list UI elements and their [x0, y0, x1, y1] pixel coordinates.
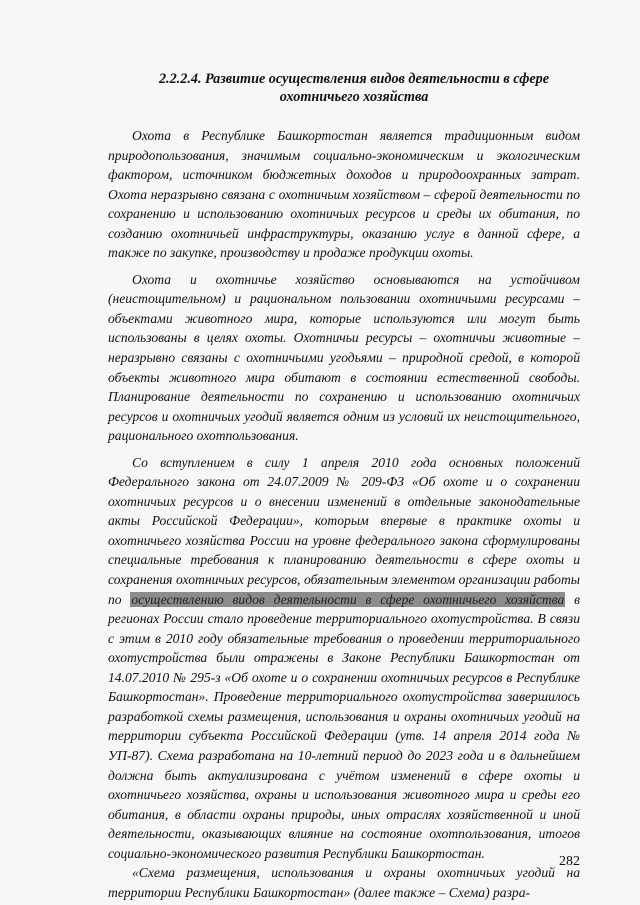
section-heading-line-2: охотничьего хозяйства	[279, 89, 429, 105]
page-number: 282	[559, 854, 580, 869]
section-heading	[108, 70, 580, 106]
highlighted-text: осуществлению видов деятельности в сфере охотничьего хозяйства	[131, 591, 565, 607]
paragraph-3	[108, 453, 580, 863]
paragraph-3-text-before: Со вступлением в силу 1 апреля 2010 года основных положений Федерального закона от 24.07.2009 № 209-ФЗ «Об охоте и о сохранении охотничьих ресурсов и о внесении изменений в отдельные законодательные акты Российской Федерации», которым впервые в практике охоты и охотничьего хозяйства России на уровне федерального закона сформулированы специальные требования к планированию деятельности в сфере охоты и сохранения охотничьих ресурсов, обязательным элементом организации работы по	[108, 454, 580, 607]
section-heading-line-1: 2.2.2.4. Развитие осуществления видов деятельности в сфере	[158, 71, 550, 87]
paragraph-1: Охота в Республике Башкортостан является традиционным видом природопользования, значимым социально-экономическим и экологическим фактором, источником бюджетных доходов и природоохранных затрат. Охота неразрывно связана с охотничьим хозяйством – сферой деятельности по сохранению и использованию охотничьих ресурсов и среды их обитания, по созданию охотничьей инфраструктуры, оказанию услуг в данной сфере, а также по закупке, производству и продаже продукции охоты.	[108, 128, 580, 261]
paragraph-3-text-after: в регионах России стало проведение территориального охотустройства. В связи с этим в 2010 году обязательные требования о проведении территориального охотустройства были отражены в Законе Республики Башкортостан от 14.07.2010 № 295-з «Об охоте и о сохранении охотничьих ресурсов в Республике Башкортостан». Проведение территориального охотустройства завершилось разработкой схемы размещения, использования и охраны охотничьих угодий на территории субъекта Российской Федерации (утв. 14 апреля 2014 года № УП-87). Схема разработана на 10-летний период до 2023 года и в дальнейшем должна быть актуализирована с учётом изменений в сфере охоты и охотничьего хозяйства, охраны и использования животного мира и среды его обитания, в области охраны природы, иных отраслях хозяйственной и иной деятельности, оказывающих влияние на состояние охотпользования, итогов социально-экономического развития Республики Башкортостан.	[108, 591, 580, 861]
paragraph-4: «Схема размещения, использования и охраны охотничьих угодий на территории Республики Башкортостан» (далее также – Схема) разра-	[108, 865, 580, 900]
paragraph-2: Охота и охотничье хозяйство основываются на устойчивом (неистощительном) и рациональном пользовании охотничьими ресурсами – объектами животного мира, которые используются или могут быть использованы в целях охоты. Охотничьи ресурсы – охотничьи животные – неразрывно связаны с охотничьими угодьями – природной средой, в которой объекты животного мира обитают в состоянии естественной свободы. Планирование деятельности по сохранению и использованию охотничьих ресурсов и охотничьих угодий является одним из условий их неистощительного, рационального охотпользования.	[108, 271, 580, 444]
